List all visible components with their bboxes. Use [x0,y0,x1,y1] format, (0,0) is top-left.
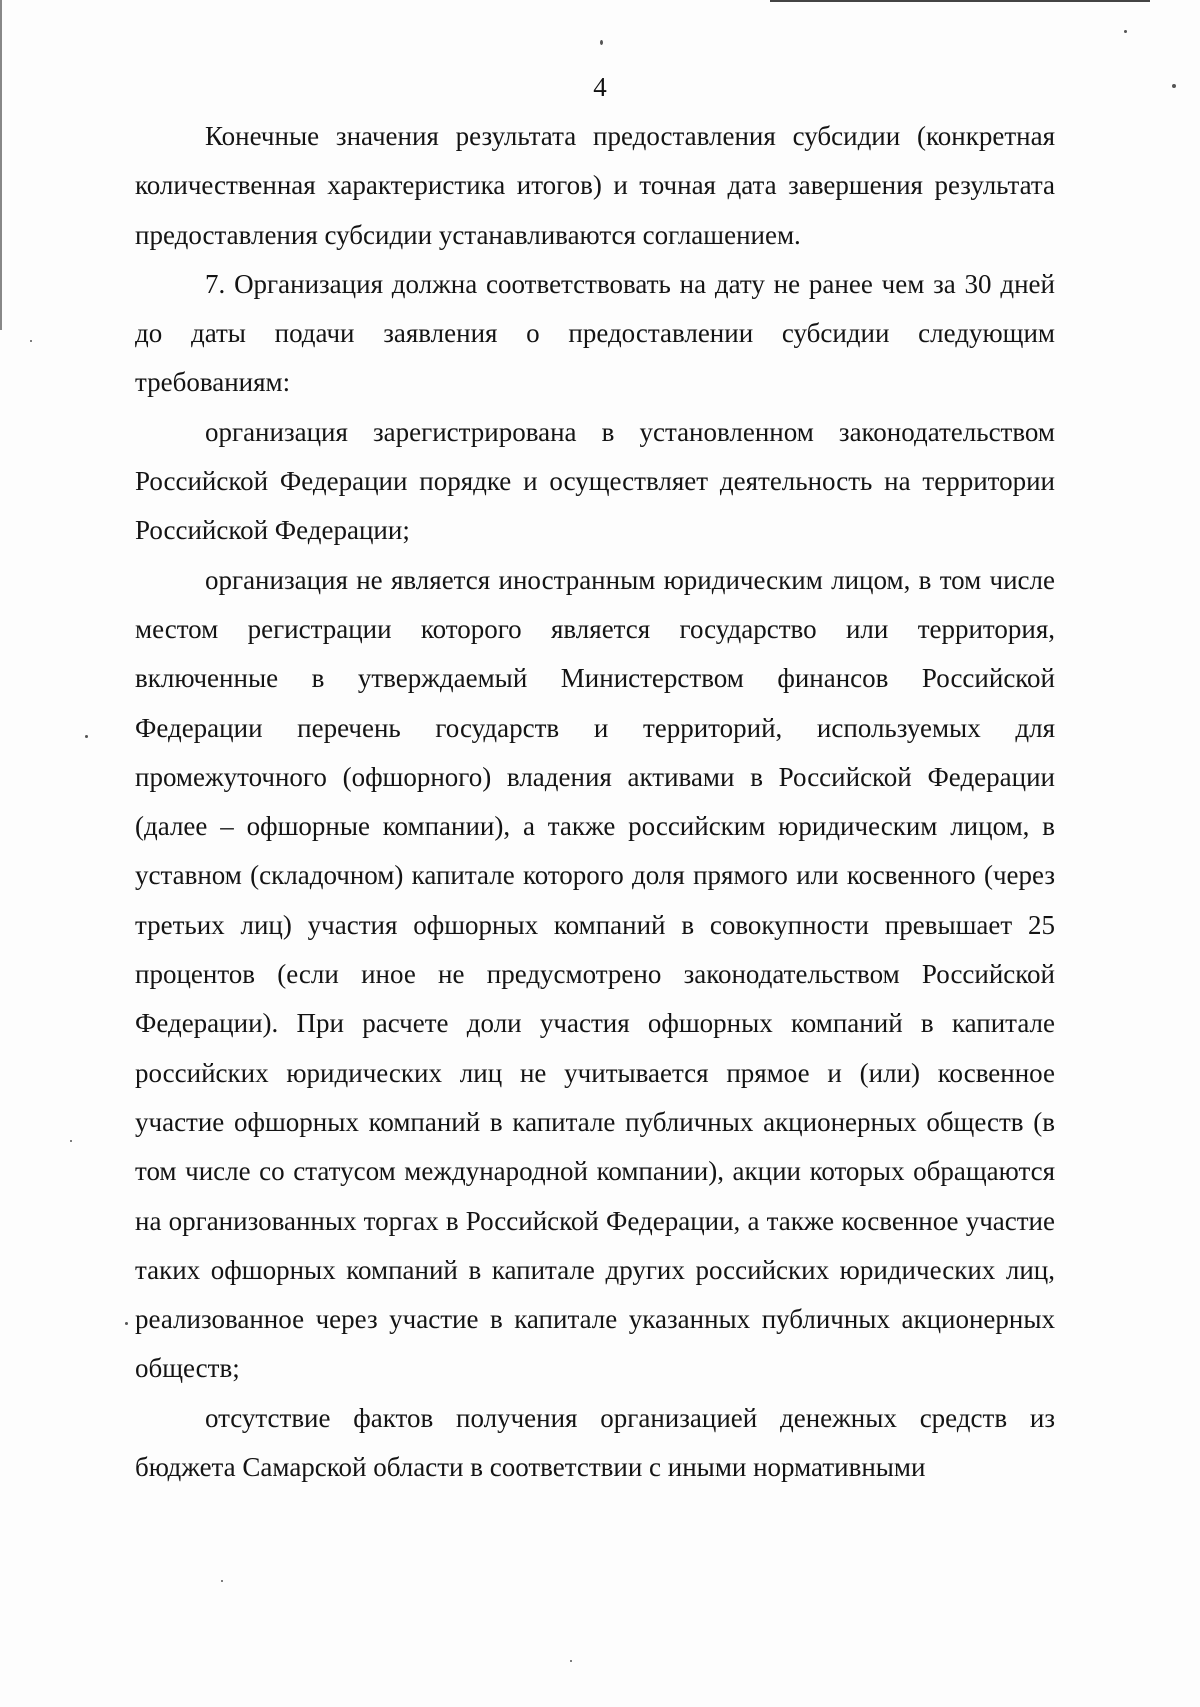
scan-edge-top [770,0,1150,2]
document-body [135,112,1055,1492]
scan-speck [570,1660,572,1662]
paragraph-requirements-intro: 7. Организация должна соответствовать на дату не ранее чем за 30 дней до даты подачи заявления о предоставлении субсидии следующим требованиям: [135,268,1055,398]
paragraph-offshore: организация не является иностранным юридическим лицом, в том числе местом регистрации которого является государство или территория, включенные в утверждаемый Министерством финансов Российской Федерации перечень государств и территорий, используемых для промежуточного (офшорного) владения активами в Российской Федерации (далее – офшорные компании), а также российским юридическим лицом, в уставном (складочном) капитале которого доля прямого или косвенного (через третьих лиц) участия офшорных компаний в совокупности превышает 25 процентов (если иное не предусмотрено законодательством Российской Федерации). При расчете доли участия офшорных компаний в капитале российских юридических лиц не учитывается прямое и (или) косвенное участие офшорных компаний в капитале публичных акционерных обществ (в том числе со статусом международной компании), акции которых обращаются на организованных торгах в Российской Федерации, а также косвенное участие таких офшорных компаний в капитале других российских юридических лиц, реализованное через участие в капитале указанных публичных акционерных обществ; [135,564,1055,1384]
paragraph-registration: организация зарегистрирована в установленном законодательством Российской Федерации порядке и осуществляет деятельность на территории Российской Федерации; [135,416,1055,546]
paragraph-final-values: Конечные значения результата предоставления субсидии (конкретная количественная характеристика итогов) и точная дата завершения результата предоставления субсидии устанавливаются соглашением. [135,121,1055,250]
scan-speck [600,40,603,45]
scan-speck [221,1580,223,1582]
scan-speck [85,735,88,738]
scan-speck [30,340,32,342]
scan-speck [1124,30,1127,33]
scan-speck [125,1322,128,1325]
scan-edge-left [0,0,2,330]
scan-speck [70,1140,72,1142]
paragraph-budget-funds: отсутствие фактов получения организацией денежных средств из бюджета Самарской области в соответствии с иными нормативными [135,1402,1055,1483]
page-number: 4 [593,72,607,102]
